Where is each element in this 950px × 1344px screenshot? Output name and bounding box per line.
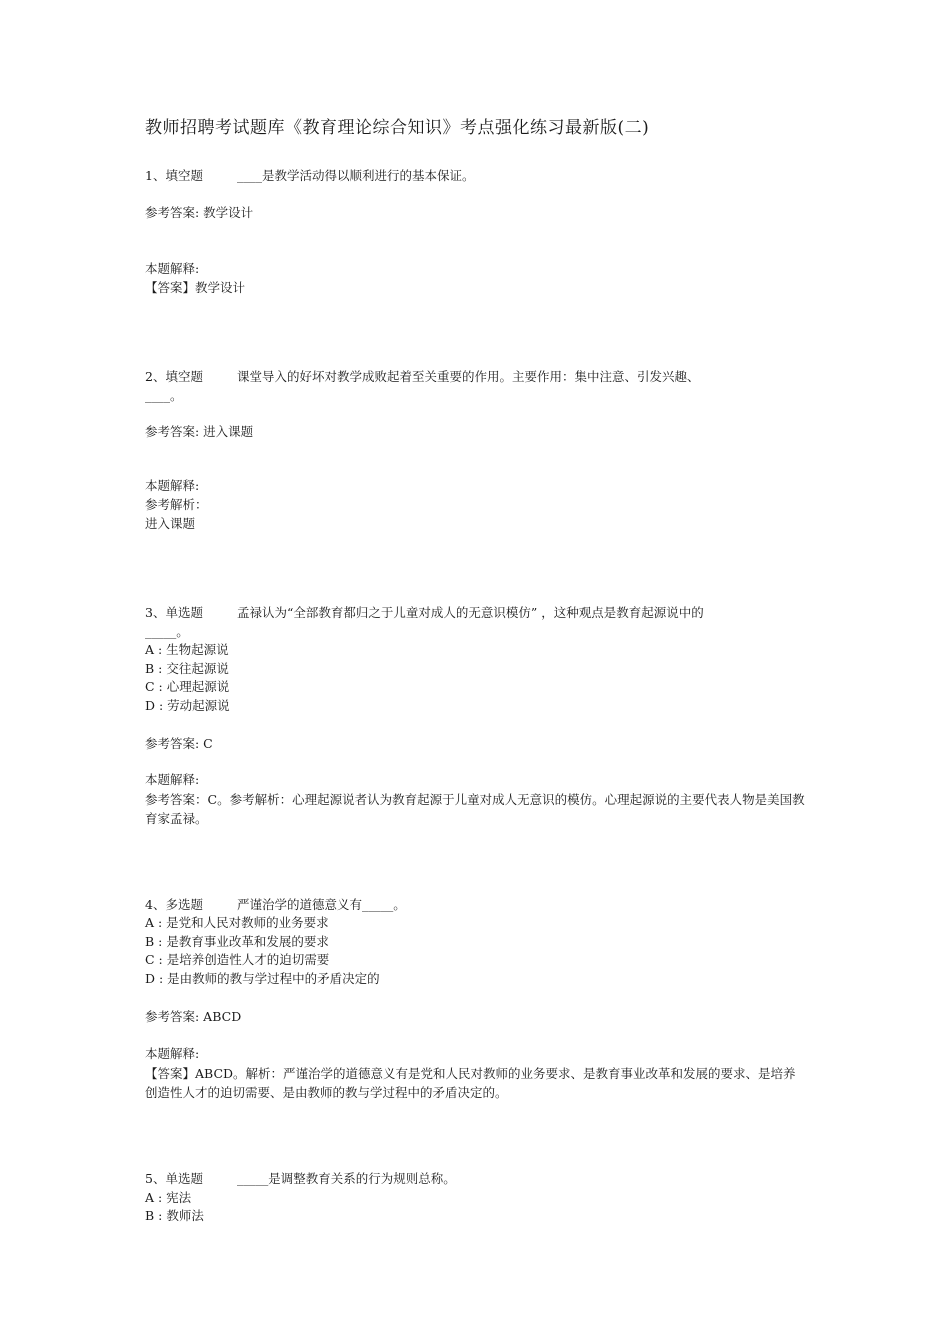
document-title: 教师招聘考试题库《教育理论综合知识》考点强化练习最新版(二) xyxy=(145,118,650,138)
question-4-header xyxy=(145,896,406,914)
question-4-option-b: B : 是教育事业改革和发展的要求 xyxy=(145,934,329,949)
question-3-option-a: A : 生物起源说 xyxy=(145,642,229,657)
question-4-explain-label: 本题解释: xyxy=(145,1046,200,1061)
question-5-type: 5、单选题 xyxy=(145,1171,203,1186)
question-2-answer: 参考答案: 进入课题 xyxy=(145,424,254,439)
question-3-stem-line1: 孟禄认为“全部教育都归之于儿童对成人的无意识模仿” ，这种观点是教育起源说中的 xyxy=(237,605,704,620)
question-2-stem-line2: ____。 xyxy=(145,388,183,403)
question-4-option-a: A : 是党和人民对教师的业务要求 xyxy=(145,915,329,930)
question-3-option-b: B : 交往起源说 xyxy=(145,661,229,676)
question-1-answer: 参考答案: 教学设计 xyxy=(145,205,254,220)
question-4-explain-text: 【答案】ABCD。解析：严谨治学的道德意义有是党和人民对教师的业务要求、是教育事业改革和发展的要求、是培养创造性人才的迫切需要、是由教师的教与学过程中的矛盾决定的。 xyxy=(145,1066,796,1100)
question-1-stem: ____是教学活动得以顺利进行的基本保证。 xyxy=(237,168,475,183)
question-4-stem: 严谨治学的道德意义有_____。 xyxy=(237,897,406,912)
question-1-header xyxy=(145,167,475,185)
question-3-type: 3、单选题 xyxy=(145,605,203,620)
question-3-stem-line2: _____。 xyxy=(145,624,189,639)
question-3-explain-text: 参考答案：C。参考解析：心理起源说者认为教育起源于儿童对成人无意识的模仿。心理起源说的主要代表人物是美国教育家孟禄。 xyxy=(145,792,805,826)
question-2-explain-line1: 参考解析： xyxy=(145,497,208,512)
question-3-option-d: D : 劳动起源说 xyxy=(145,698,230,713)
question-2-type: 2、填空题 xyxy=(145,369,203,384)
question-3-explain-label: 本题解释: xyxy=(145,772,200,787)
question-2-explain-line2: 进入课题 xyxy=(145,516,196,531)
question-1-explain-text: 【答案】教学设计 xyxy=(145,280,246,295)
question-2-stem-line1: 课堂导入的好坏对教学成败起着至关重要的作用。主要作用：集中注意、引发兴趣、 xyxy=(237,369,700,384)
question-1-explain-label: 本题解释: xyxy=(145,261,200,276)
question-4-answer: 参考答案: ABCD xyxy=(145,1009,242,1024)
question-5-stem: _____是调整教育关系的行为规则总称。 xyxy=(237,1171,456,1186)
question-5-option-a: A : 宪法 xyxy=(145,1190,192,1205)
question-2-explain-label: 本题解释: xyxy=(145,478,200,493)
question-4-option-c: C : 是培养创造性人才的迫切需要 xyxy=(145,952,330,967)
question-4-option-d: D : 是由教师的教与学过程中的矛盾决定的 xyxy=(145,971,380,986)
question-3-option-c: C : 心理起源说 xyxy=(145,679,230,694)
question-2-header xyxy=(145,368,700,386)
question-1-type: 1、填空题 xyxy=(145,168,203,183)
question-5-header xyxy=(145,1170,456,1188)
question-5-option-b: B : 教师法 xyxy=(145,1208,204,1223)
question-4-type: 4、多选题 xyxy=(145,897,203,912)
question-3-header xyxy=(145,604,704,622)
question-3-answer: 参考答案: C xyxy=(145,736,213,751)
